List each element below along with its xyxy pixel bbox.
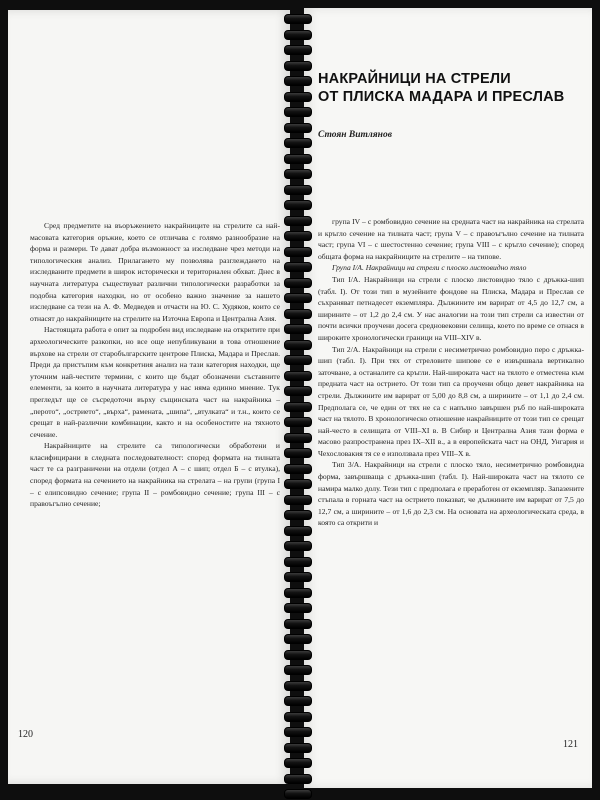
article-author: Стоян Витлянов xyxy=(318,130,392,140)
spiral-coil xyxy=(284,464,312,474)
spiral-coil xyxy=(284,107,312,117)
spiral-coil xyxy=(284,231,312,241)
right-page xyxy=(304,8,592,788)
spiral-coil xyxy=(284,681,312,691)
right-page-text-column xyxy=(318,216,584,529)
right-paragraph-1: група IV – с ромбовидно сечение на средната част на накрайника на стрелата и кръгло сечение на тилната част; група V – с правоъгълно сечение на тилната част; група VI – с шестостенно сечение; група VIII – с кръгло сечение); според общата форма на накрайниците на стрелите – на типове. xyxy=(318,217,584,261)
right-paragraph-type-3: Тип 3/А. Накрайници на стрели с плоско тяло, несиметрично ромбовидна форма, завършваща с дръжка-шип (табл. I). Най-широката част на тялото се намира малко долу. Тези тип с предполага е преработен от екземпляр. Запазените стъпала в горната част на острието показват, че дължините им варират от 7,5 до 12,7 см, а ширините – от 1,6 до 2,3 см. На основата на археологическата среда, в която са открити и xyxy=(318,460,584,528)
spiral-coil xyxy=(284,138,312,148)
spiral-coil xyxy=(284,572,312,582)
spiral-coil xyxy=(284,495,312,505)
spiral-coil xyxy=(284,45,312,55)
spiral-coil xyxy=(284,665,312,675)
spiral-coil xyxy=(284,479,312,489)
article-title-line-2: ОТ ПЛИСКА МАДАРА И ПРЕСЛАВ xyxy=(318,89,565,105)
spiral-binding xyxy=(282,0,314,800)
spiral-coil xyxy=(284,526,312,536)
left-page-text-column xyxy=(30,220,280,510)
spiral-coil xyxy=(284,76,312,86)
left-page xyxy=(8,10,290,784)
spiral-coil xyxy=(284,510,312,520)
spiral-coil xyxy=(284,169,312,179)
article-title xyxy=(318,70,578,106)
spiral-coil xyxy=(284,340,312,350)
spiral-coil xyxy=(284,774,312,784)
spiral-coil xyxy=(284,200,312,210)
spiral-coil xyxy=(284,603,312,613)
spiral-coil xyxy=(284,61,312,71)
spiral-coil xyxy=(284,619,312,629)
spiral-coil xyxy=(284,433,312,443)
spiral-coil xyxy=(284,727,312,737)
left-paragraph-3: Накрайниците на стрелите са типологически обработени и класифицирани в следната последователност: според формата на тилната част те са разграничени на отдели (отдел А – с шип; отдел Б – с втулка), според формата на сечението на накрайника на стрелата – на групи (група I – с елипсовидно сечение; група II – ромбовидно сечение; група III – с правоъгълно сечение; xyxy=(30,441,280,509)
right-paragraph-type-1: Тип I/А. Накрайници на стрели с плоско листовидно тяло с дръжка-шип (табл. I). От този тип в музейните фондове на Плиска, Мадара и Преслав се съхраняват петнадесет екземпляра. Дължините им варират от 4,5 до 12,7 см, а ширините – от 1,2 до 2,4 см. У нас аналогии на този тип стрели са известни от почти всички проучени досега средновековни селища, което по време се отнася в широките хронологически граници на VIII–XIV в. xyxy=(318,274,584,342)
spiral-coil xyxy=(284,123,312,133)
left-page-number: 120 xyxy=(18,729,33,740)
spiral-coil xyxy=(284,371,312,381)
spiral-coil xyxy=(284,92,312,102)
spiral-coil xyxy=(284,185,312,195)
spiral-coil xyxy=(284,402,312,412)
right-subheading-group: Група I/А. Накрайници на стрели с плоско листовидно тяло xyxy=(332,263,527,273)
spiral-coil xyxy=(284,448,312,458)
spiral-coil xyxy=(284,557,312,567)
spiral-coil xyxy=(284,386,312,396)
spiral-coil xyxy=(284,30,312,40)
left-paragraph-2: Настоящата работа е опит за подробен вид изследване на откритите при археологическите разкопки, но все още непубликувани в това отношение върхове на стрели от старобългарските центрове Плиска, Мадара и Преслав. Преди да пристъпим към конкретния анализ на тази категория находки, ще уточним най-честите термини, с които ще бъдат обозначени съставните елементи, за които в научната литература у нас няма единно мнение. Тук прегледът ще се съсредоточи върху същинската част на накрайника – „перото“, „острието“, „върха“, рамената, „шипа“, „втулката“ и т.н., които се срещат в най-различни комбинации, както и на особеностите на тяхното сечение. xyxy=(30,325,280,439)
spiral-coil xyxy=(284,712,312,722)
spiral-coil xyxy=(284,758,312,768)
spiral-coil xyxy=(284,541,312,551)
spiral-coil xyxy=(284,262,312,272)
spiral-coil xyxy=(284,309,312,319)
spiral-coil xyxy=(284,247,312,257)
spiral-coil xyxy=(284,154,312,164)
spiral-coil xyxy=(284,417,312,427)
spiral-coil xyxy=(284,14,312,24)
article-title-line-1: НАКРАЙНИЦИ НА СТРЕЛИ xyxy=(318,71,511,87)
right-paragraph-type-2: Тип 2/А. Накрайници на стрели с несиметрично ромбовидно перо с дръжка-шип (табл. I). При тях от стреловите шипове се е извършвала вертикално заточване, а останалите са кръгли. Най-широката част на тялото е отместена към предната част на острието. От този тип са проучени общо девет накрайника на стрели. Дължините им варират от 5,00 до 8,8 см, а ширините – от 1,1 до 2,4 см. Предполага се, че един от тях не са с напълно завършен ръб по най-широката част на тялото. В хронологическо отношение накрайниците от този тип се срещат най-често в селищата от VIII–XI в. В Сибир и Централна Азия тази форма е масово разпространена през IX–XII в., а в европейската част на ОНД, Унгария и Чехословакия тя се е използвала през VIII–X в. xyxy=(318,344,584,458)
right-page-number: 121 xyxy=(563,739,578,750)
spiral-coil xyxy=(284,293,312,303)
spiral-coil xyxy=(284,789,312,799)
spiral-coil xyxy=(284,216,312,226)
left-paragraph-1: Сред предметите на въоръжението накрайниците на стрелите са най-масовата категория оръжие, което се отличава с голямо разнообразие на форма и размери. Те дават добра възможност за изследване чрез методи на типологическия анализ. Прилагането му позволява разглеждането на изследваните предмети в широк исторически и териториален обхват. Днес в научната литература съществуват различни типологически разработки за подобна категория находки, но от особено важно значение за нашето изследване са тези на А. Ф. Медведев и отчасти на Ю. С. Худяков, които се отнасят до накрайниците на стрелите на Източна Европа и Централна Азия. xyxy=(30,221,280,323)
spiral-coil xyxy=(284,355,312,365)
spiral-coil xyxy=(284,588,312,598)
spiral-coil xyxy=(284,743,312,753)
spiral-coil xyxy=(284,324,312,334)
spiral-coil xyxy=(284,650,312,660)
spiral-coil xyxy=(284,696,312,706)
spiral-coil xyxy=(284,278,312,288)
spiral-coil xyxy=(284,634,312,644)
